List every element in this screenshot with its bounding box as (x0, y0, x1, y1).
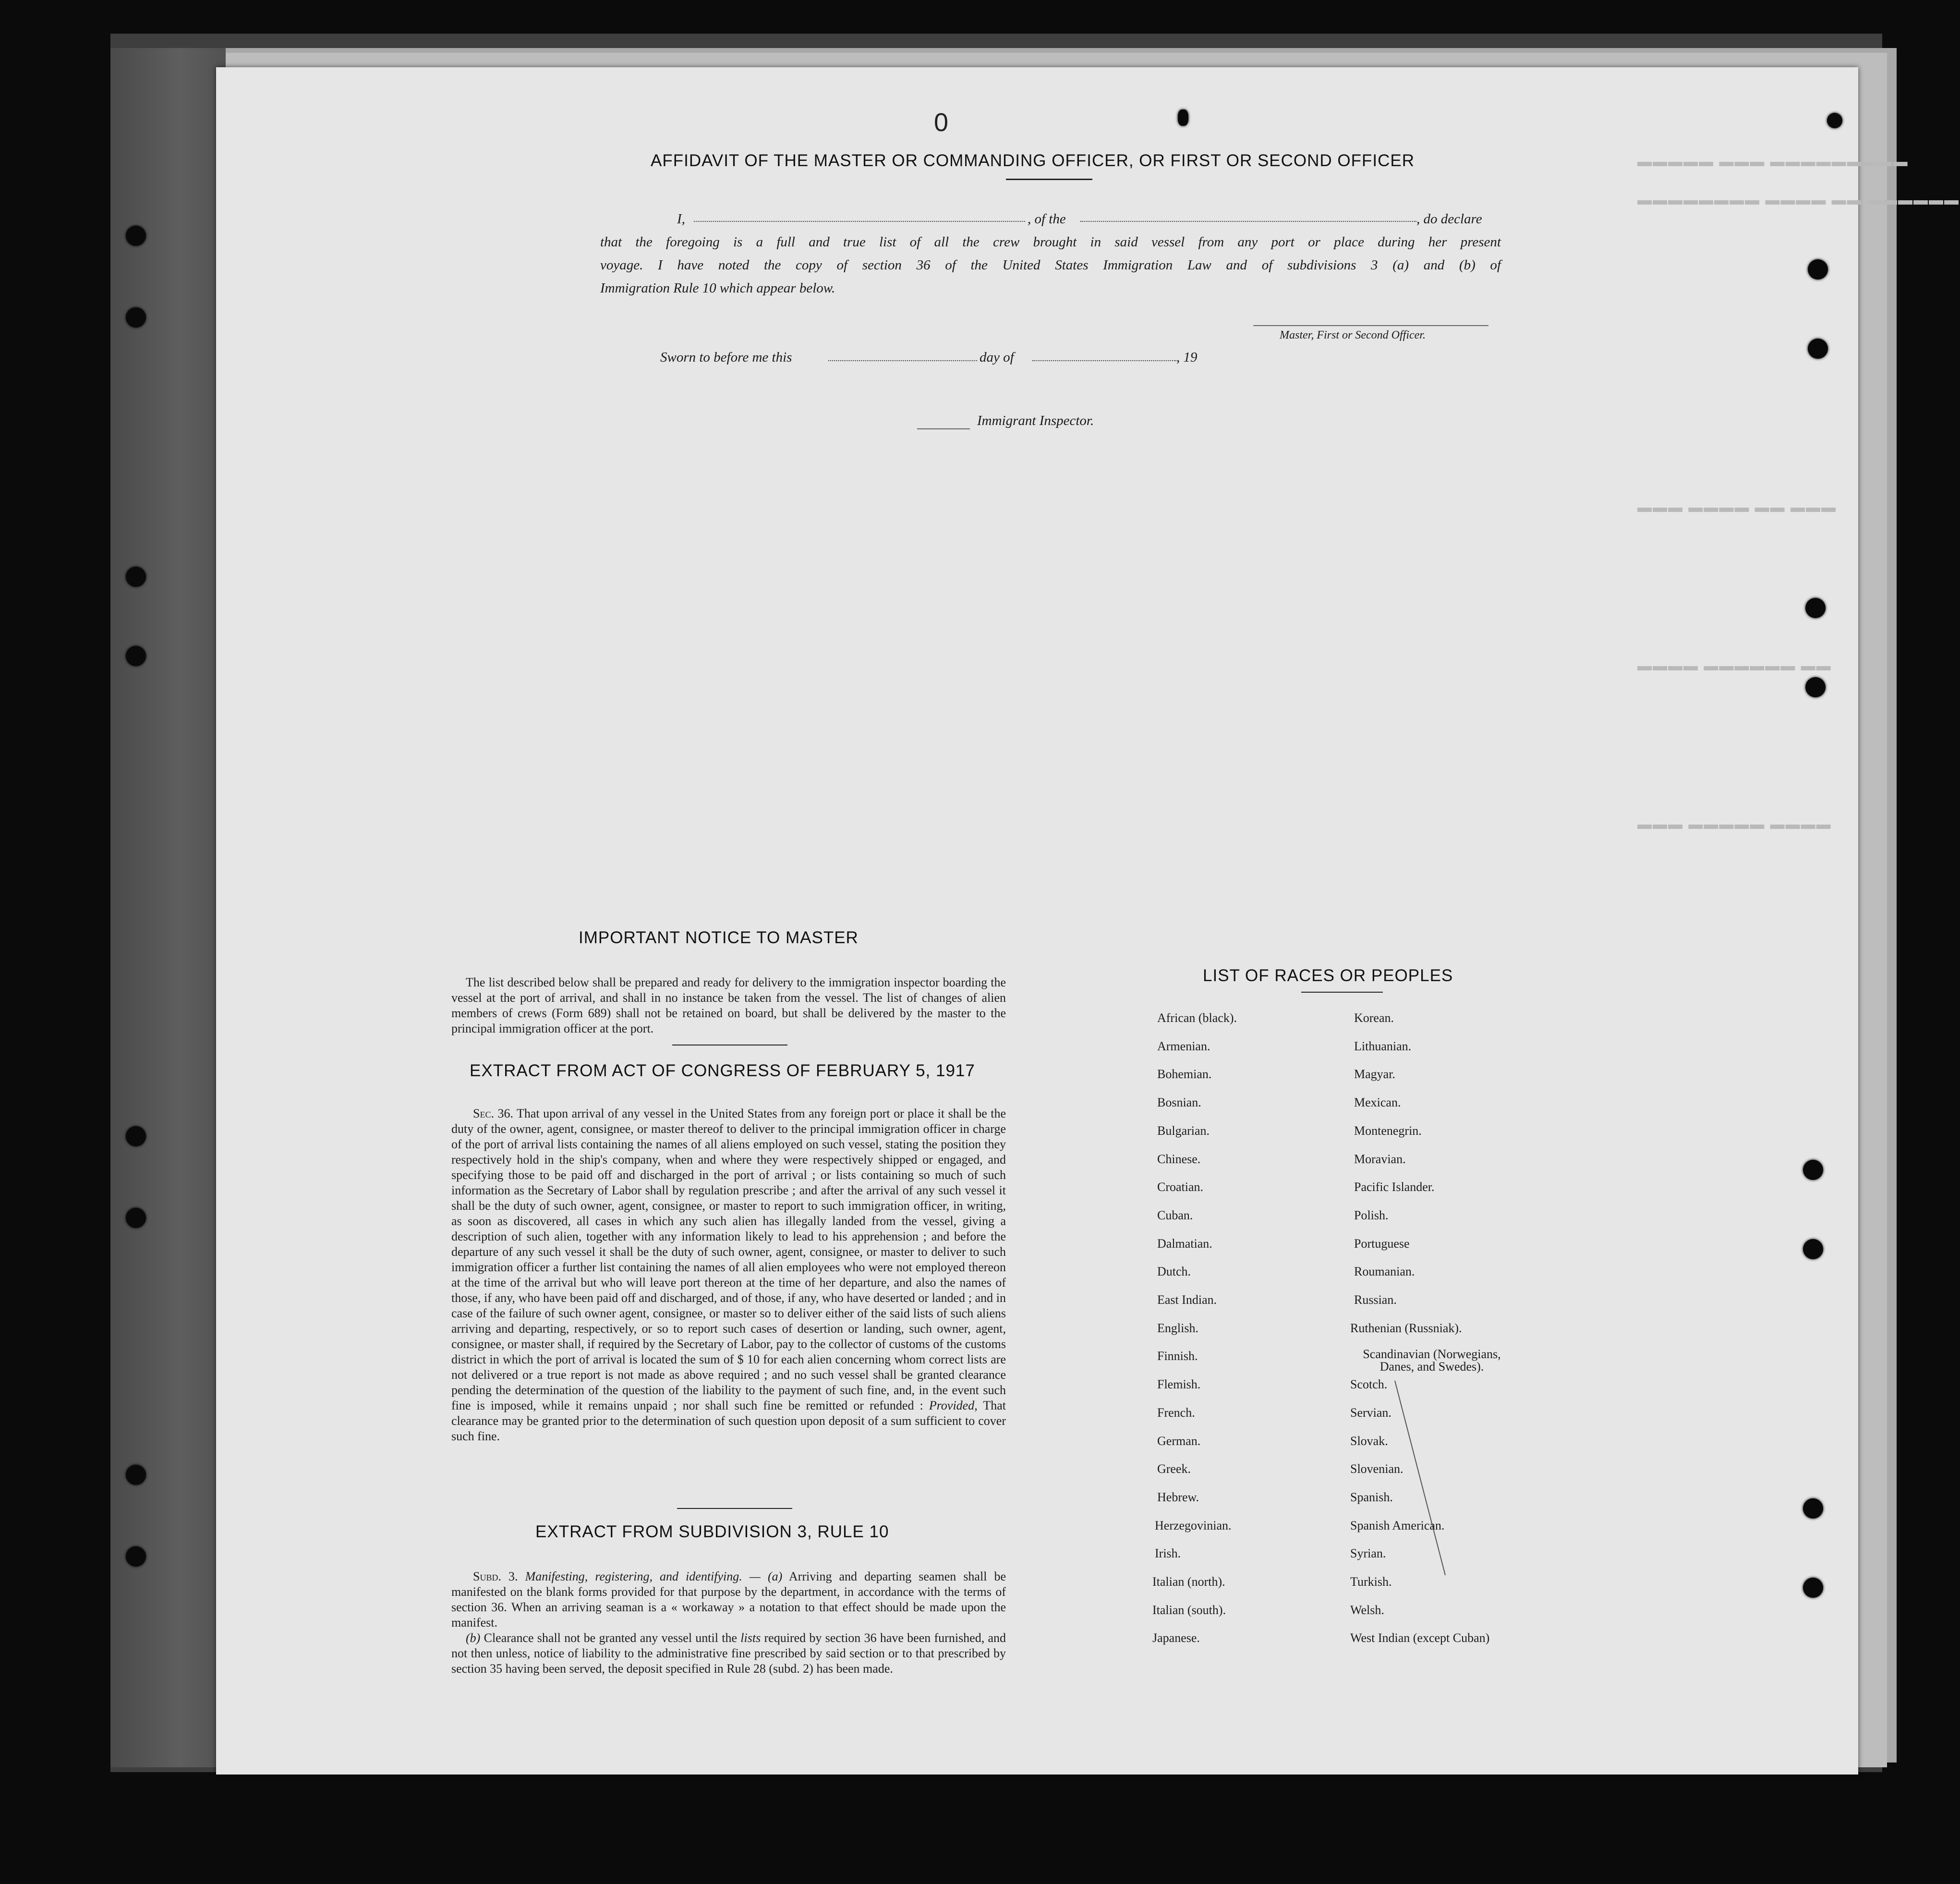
section-label: Sec. 36. (473, 1106, 513, 1120)
race-item: Dalmatian. (1157, 1236, 1212, 1251)
race-item: Moravian. (1354, 1152, 1406, 1166)
race-item: Syrian. (1350, 1546, 1386, 1561)
inspector-label: Immigrant Inspector. (977, 413, 1094, 428)
race-item: French. (1157, 1405, 1195, 1420)
punch-hole (1803, 1239, 1823, 1259)
race-item: Turkish. (1350, 1575, 1392, 1589)
race-item: Roumanian. (1354, 1264, 1415, 1279)
race-item: Portuguese (1354, 1236, 1410, 1251)
race-item: Ruthenian (Russniak). (1350, 1321, 1462, 1335)
bleed-through: ▬▬▬▬ ▬▬▬▬▬▬ ▬▬ (1637, 658, 1832, 674)
race-item: Bulgarian. (1157, 1123, 1210, 1138)
section-rule (677, 1508, 792, 1509)
pencil-mark (1392, 1378, 1450, 1580)
day-blank (828, 360, 977, 361)
rule-text-a (451, 1569, 1006, 1630)
race-item: English. (1157, 1321, 1198, 1335)
affidavit-line-4: Immigration Rule 10 which appear below. (600, 280, 835, 296)
binding-hole (126, 1208, 146, 1228)
page-mark: 0 (934, 108, 949, 137)
punch-hole (1803, 1578, 1823, 1598)
bleed-through: ▬▬▬▬▬▬▬▬ ▬▬▬▬ ▬▬ ▬▬▬▬▬▬ (1637, 192, 1960, 208)
race-item: Hebrew. (1157, 1490, 1199, 1504)
notice-text: The list described below shall be prepared and ready for delivery to the immigration inspector boarding the vessel at the port of arrival, and shall in no instance be taken from the vessel. The list of changes of alien members of crews (Form 689) shall not be retained on board, but shall be delivered by the master to the principal immigration officer at the port. (451, 975, 1006, 1035)
act-body-end: That clearance may be granted prior to the determination of such question upon deposit of a sum sufficient to cover such fine. (451, 1398, 1006, 1443)
bleed-through: ▬▬▬ ▬▬▬▬▬ ▬▬▬▬ (1637, 816, 1832, 832)
binding-hole (126, 646, 146, 666)
race-item: Greek. (1157, 1462, 1191, 1476)
race-item: Bosnian. (1157, 1095, 1201, 1110)
lists-word: lists (740, 1631, 761, 1645)
signature-line (1253, 325, 1488, 326)
race-item: Scotch. (1350, 1377, 1388, 1392)
affidavit-line-3: voyage. I have noted the copy of section 36 of the United States Immigration Law and of subdivisions 3 (a) and (b) of (600, 257, 1501, 273)
race-item: Slovak. (1350, 1434, 1388, 1448)
binding-hole (126, 1126, 146, 1146)
notice-title: IMPORTANT NOTICE TO MASTER (579, 928, 859, 947)
name-blank (694, 221, 1025, 222)
race-item: Magyar. (1354, 1067, 1395, 1082)
provided-word: Provided, (929, 1398, 978, 1412)
affidavit-title: AFFIDAVIT OF THE MASTER OR COMMANDING OFFICER, OR FIRST OR SECOND OFFICER (651, 151, 1415, 170)
race-item: Flemish. (1157, 1377, 1201, 1392)
race-item: West Indian (except Cuban) (1350, 1631, 1490, 1645)
race-item: Lithuanian. (1354, 1039, 1412, 1053)
month-blank (1032, 360, 1176, 361)
inspector-line (917, 428, 970, 429)
race-item: Welsh. (1350, 1603, 1384, 1617)
vessel-blank (1080, 221, 1416, 222)
form-page (216, 67, 1960, 1775)
race-item: Mexican. (1354, 1095, 1401, 1110)
race-item: Bohemian. (1157, 1067, 1212, 1082)
affidavit-i: I, (677, 211, 685, 227)
rule-text-b (451, 1630, 1006, 1677)
binding-hole (126, 1546, 146, 1567)
binding-hole (126, 1465, 146, 1485)
act-title: EXTRACT FROM ACT OF CONGRESS OF FEBRUARY 5, 1917 (470, 1061, 975, 1080)
subd-label: Subd. 3. (473, 1569, 518, 1583)
binding-hole (126, 567, 146, 587)
race-item: Irish. (1155, 1546, 1181, 1561)
binding-hole (126, 307, 146, 328)
rule-body-a: Arriving and departing seamen shall be manifested on the blank forms provided for that purpose by the department, in accordance with the terms of section 36. When an arriving seaman is a « workaway » a notation to that effect should be made upon the manifest. (451, 1569, 1006, 1629)
race-item: Dutch. (1157, 1264, 1191, 1279)
bleed-through: ▬▬▬ ▬▬▬▬ ▬▬ ▬▬▬ (1637, 499, 1837, 515)
b-label: (b) (466, 1631, 481, 1645)
race-item: Spanish American. (1350, 1518, 1445, 1532)
punch-hole (1805, 677, 1826, 697)
race-item: Armenian. (1157, 1039, 1210, 1053)
race-item: East Indian. (1157, 1293, 1217, 1307)
race-item: Scandinavian (Norwegians, Danes, and Swedes). (1363, 1347, 1501, 1374)
rule-body-b2: required by section 36 have been furnished, and not then unless, notice of liability to the administrative fine prescribed by said section or to that prescribed by section 35 having been served, the deposit specified in Rule 28 (subd. 2) has been made. (451, 1631, 1006, 1676)
punch-hole (1808, 259, 1828, 280)
race-item: Montenegrin. (1354, 1123, 1422, 1138)
race-item: Spanish. (1350, 1490, 1393, 1504)
race-item: Finnish. (1157, 1349, 1198, 1363)
affidavit-declare: , do declare (1416, 211, 1482, 227)
race-item: Slovenian. (1350, 1462, 1403, 1476)
race-item: Italian (south). (1152, 1603, 1226, 1617)
affidavit-of-the: , of the (1028, 211, 1066, 227)
race-item: Croatian. (1157, 1180, 1204, 1194)
race-item: Chinese. (1157, 1152, 1201, 1166)
act-body: That upon arrival of any vessel in the United States from any foreign port or place it shall be the duty of the owner, agent, consignee, or master thereof to deliver to the principal immigration officer in charge of the port of arrival lists containing the names of all aliens employed on such vessel, stating the position they respectively hold in the ship's company, when and where they were respectively shipped or engaged, and specifying those to be paid off and discharged in the port of arrival ; or lists containing so much of such information as the Secretary of Labor shall by regulation prescribe ; and after the arrival of any such vessel it shall be the duty of such owner, agent, consignee, or master to report to such immigration officer, in writing, as soon as discovered, all cases in which any such alien has illegally landed from the vessel, giving a description of such alien, together with any information likely to lead to his apprehension ; and before the departure of any such vessel it shall be the duty of such owner, agent, consignee, or master to deliver to such immigration officer a further list containing the names of all alien employees who were not employed thereon at the time of the arrival but who will leave port thereon at the time of her departure, and also the names of those, if any, who have been paid off and discharged, and of those, if any, who have deserted or landed ; and in case of the failure of such owner agent, consignee, or master so to deliver either of the said lists of such aliens arriving and departing, respectively, or so to report such cases of desertion or landing, such owner, agent, consignee, or master shall, if required by the Secretary of Labor, pay to the collector of customs of the customs district in which the port of arrival is located the sum of $ 10 for each alien concerning whom correct lists are not delivered or a true report is not made as above required ; and no such vessel shall be granted clearance pending the determination of the question of the liability to the payment of such fine, and, in the event such fine is imposed, while it remains unpaid ; nor shall such fine be remitted or refunded : (451, 1106, 1006, 1412)
signature-label: Master, First or Second Officer. (1280, 329, 1426, 341)
rule-body-b1: Clearance shall not be granted any vessel until the (484, 1631, 738, 1645)
race-item: Servian. (1350, 1405, 1391, 1420)
year-text: , 19 (1176, 350, 1198, 365)
race-item: Polish. (1354, 1208, 1389, 1222)
pin-mark (1178, 109, 1188, 126)
title-rule (1006, 179, 1092, 180)
rule-title: EXTRACT FROM SUBDIVISION 3, RULE 10 (535, 1522, 889, 1541)
race-item: Herzegovinian. (1155, 1518, 1232, 1532)
affidavit-line-2: that the foregoing is a full and true list of all the crew brought in said vessel from any port or place during her present (600, 234, 1501, 250)
punch-hole (1808, 339, 1828, 359)
act-text (451, 1106, 1006, 1444)
race-item: Japanese. (1152, 1631, 1200, 1645)
punch-hole (1827, 113, 1842, 128)
races-title: LIST OF RACES OR PEOPLES (1203, 966, 1453, 985)
race-item: Italian (north). (1152, 1575, 1225, 1589)
day-of-text: day of (980, 350, 1014, 365)
binding-strip (110, 48, 226, 1767)
race-item: German. (1157, 1434, 1201, 1448)
punch-hole (1803, 1498, 1823, 1519)
bleed-through: ▬▬▬▬▬ ▬▬▬ ▬▬▬▬▬▬▬▬▬ (1637, 154, 1909, 170)
race-item: Pacific Islander. (1354, 1180, 1435, 1194)
binding-hole (126, 226, 146, 246)
race-item: Cuban. (1157, 1208, 1193, 1222)
race-item: Korean. (1354, 1011, 1394, 1025)
punch-hole (1805, 598, 1826, 618)
sworn-text: Sworn to before me this (660, 350, 792, 365)
punch-hole (1803, 1160, 1823, 1180)
subd-heading: Manifesting, registering, and identifying. — (a) (525, 1569, 783, 1583)
races-rule (1301, 992, 1383, 993)
race-item: African (black). (1157, 1011, 1237, 1025)
race-item: Russian. (1354, 1293, 1397, 1307)
